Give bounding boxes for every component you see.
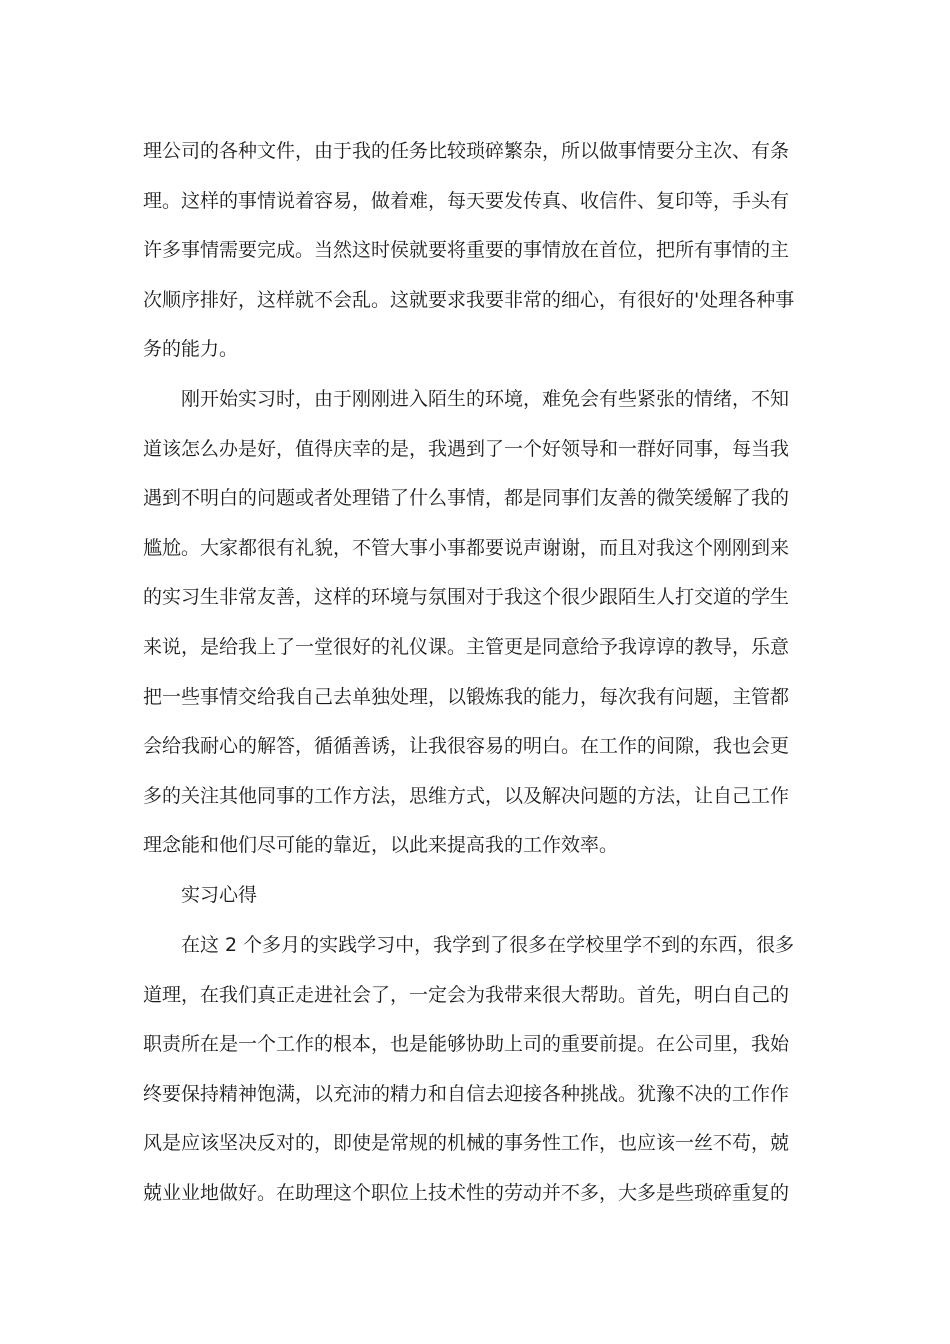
paragraph-line: 多的关注其他同事的工作方法，思维方式，以及解决问题的方法，让自己工作 xyxy=(143,784,790,807)
paragraph-line: 遇到不明白的问题或者处理错了什么事情，都是同事们友善的微笑缓解了我的 xyxy=(143,487,790,510)
paragraph-1 xyxy=(143,127,808,375)
paragraph-line: 职责所在是一个工作的根本，也是能够协助上司的重要前提。在公司里，我始 xyxy=(143,1033,790,1056)
paragraph-line: 理念能和他们尽可能的靠近，以此来提高我的工作效率。 xyxy=(143,834,619,857)
paragraph-line: 理公司的各种文件，由于我的任务比较琐碎繁杂，所以做事情要分主次、有条 xyxy=(143,140,790,162)
paragraph-line: 兢业业地做好。在助理这个职位上技术性的劳动并不多，大多是些琐碎重复的 xyxy=(143,1181,790,1204)
paragraph-line: 理。这样的事情说着容易，做着难，每天要发传真、收信件、复印等，手头有 xyxy=(143,189,790,212)
paragraph-line: 许多事情需要完成。当然这时侯就要将重要的事情放在首位，把所有事情的主 xyxy=(143,239,790,262)
heading-text: 实习心得 xyxy=(181,884,258,906)
paragraph-line: 次顺序排好，这样就不会乱。这就要求我要非常的细心，有很好的'处理各种事 xyxy=(143,288,795,311)
paragraph-line: 风是应该坚决反对的，即使是常规的机械的事务性工作，也应该一丝不苟，兢 xyxy=(143,1132,790,1155)
paragraph-line: 来说，是给我上了一堂很好的礼仪课。主管更是同意给予我谆谆的教导，乐意 xyxy=(143,635,790,658)
paragraph-line: 道该怎么办是好，值得庆幸的是，我遇到了一个好领导和一群好同事，每当我 xyxy=(143,437,790,460)
section-heading xyxy=(143,871,808,921)
paragraph-line: 刚开始实习时，由于刚刚进入陌生的环境，难免会有些紧张的情绪，不知 xyxy=(181,388,790,410)
paragraph-line: 尴尬。大家都很有礼貌，不管大事小事都要说声谢谢，而且对我这个刚刚到来 xyxy=(143,536,790,559)
paragraph-line: 务的能力。 xyxy=(143,338,239,361)
paragraph-line: 的实习生非常友善，这样的环境与氛围对于我这个很少跟陌生人打交道的学生 xyxy=(143,586,790,609)
paragraph-line: 会给我耐心的解答，循循善诱，让我很容易的明白。在工作的间隙，我也会更 xyxy=(143,735,790,758)
paragraph-3 xyxy=(143,921,808,1219)
paragraph-line: 把一些事情交给我自己去单独处理，以锻炼我的能力，每次我有问题，主管都 xyxy=(143,685,790,708)
paragraph-line: 终要保持精神饱满，以充沛的精力和自信去迎接各种挑战。犹豫不决的工作作 xyxy=(143,1082,790,1105)
paragraph-line: 道理，在我们真正走进社会了，一定会为我带来很大帮助。首先，明白自己的 xyxy=(143,983,790,1006)
paragraph-line: 在这 2 个多月的实践学习中，我学到了很多在学校里学不到的东西，很多 xyxy=(181,934,795,956)
paragraph-2 xyxy=(143,375,808,871)
